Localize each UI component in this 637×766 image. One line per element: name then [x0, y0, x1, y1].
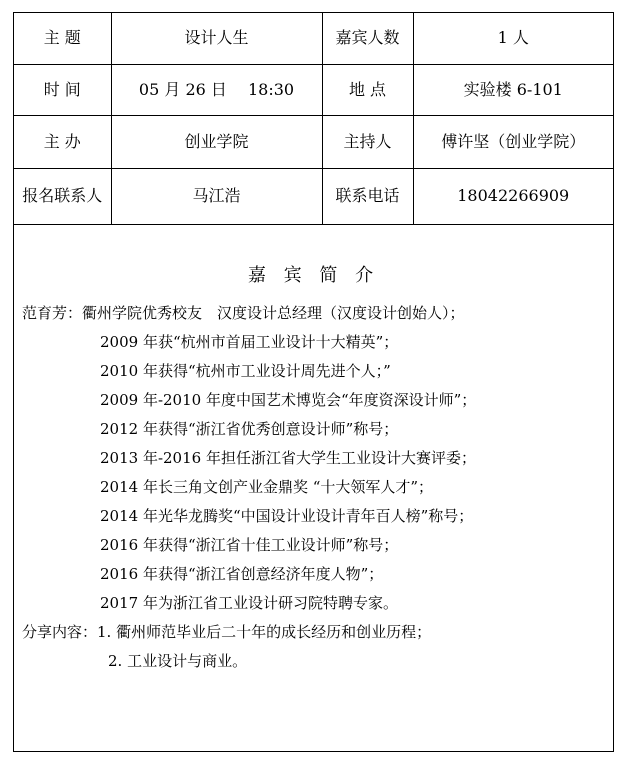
contact-value: 马江浩 [111, 168, 322, 224]
guest-count-value: 1 人 [413, 13, 613, 64]
list-item: 2016 年获得“浙江省创意经济年度人物”； [100, 565, 384, 583]
organizer-label: 主 办 [14, 115, 111, 168]
list-item: 2009 年获“杭州市首届工业设计十大精英”； [100, 333, 399, 351]
list-item: 2014 年长三角文创产业金鼎奖 “十大领军人才”； [100, 478, 434, 496]
topic-value: 设计人生 [111, 13, 322, 64]
list-item: 2013 年-2016 年担任浙江省大学生工业设计大赛评委； [100, 449, 476, 467]
location-value: 实验楼 6-101 [413, 64, 613, 115]
event-sheet [13, 12, 614, 752]
guest-count-label: 嘉宾人数 [322, 13, 413, 64]
guest-intro-section [14, 227, 613, 676]
list-item: 2014 年光华龙腾奖“中国设计业设计青年百人榜”称号； [100, 507, 474, 525]
time-value: 05 月 26 日 18:30 [111, 64, 322, 115]
intro-title: 嘉 宾 简 介 [247, 265, 380, 286]
location-label: 地 点 [322, 64, 413, 115]
table-row [14, 13, 613, 64]
host-label: 主持人 [322, 115, 413, 168]
guest-lead-line: 范育芳：衢州学院优秀校友 汉度设计总经理（汉度设计创始人）； [22, 304, 465, 322]
share-content-line-2: 2. 工业设计与商业。 [108, 652, 248, 670]
list-item: 2012 年获得“浙江省优秀创意设计师”称号； [100, 420, 399, 438]
table-row [14, 115, 613, 168]
list-item: 2016 年获得“浙江省十佳工业设计师”称号； [100, 536, 399, 554]
phone-label: 联系电话 [322, 168, 413, 224]
list-item: 2010 年获得“杭州市工业设计周先进个人；” [100, 362, 391, 380]
host-value: 傅许坚（创业学院） [413, 115, 613, 168]
organizer-value: 创业学院 [111, 115, 322, 168]
table-row [14, 64, 613, 115]
contact-label: 报名联系人 [14, 168, 111, 224]
list-item: 2017 年为浙江省工业设计研习院特聘专家。 [100, 594, 398, 612]
event-info-table [14, 13, 613, 225]
topic-label: 主 题 [14, 13, 111, 64]
phone-value: 18042266909 [413, 168, 613, 224]
time-label: 时 间 [14, 64, 111, 115]
share-content-line: 分享内容：1. 衢州师范毕业后二十年的成长经历和创业历程； [22, 623, 432, 641]
list-item: 2009 年-2010 年度中国艺术博览会“年度资深设计师”； [100, 391, 477, 409]
table-row [14, 168, 613, 224]
